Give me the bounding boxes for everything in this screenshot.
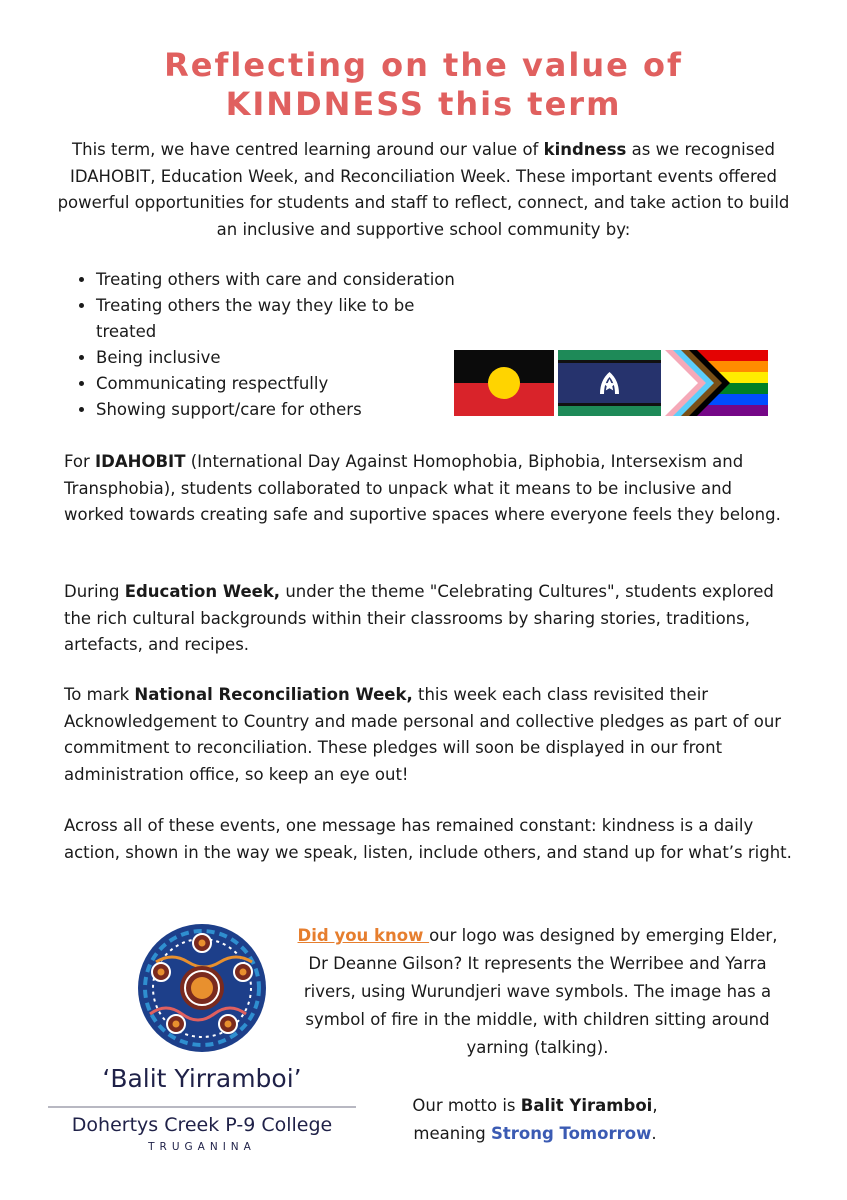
list-item: • Showing support/care for others: [96, 397, 476, 423]
list-item: • Treating others the way they like to be treated: [96, 293, 476, 345]
did-you-know-text: our logo was designed by emerging Elder, Dr Deanne Gilson? It represents the Werribee and Yarra rivers, using Wurundjeri wave symbols. The image has a symbol of fire in the middle, with children sitting around yarning (talking).: [303, 926, 778, 1057]
education-text-end: under the theme "Celebrating Cultures", students explored the rich cultural backgrounds within their classrooms by sharing stories, traditions, artefacts, and recipes.: [64, 582, 774, 654]
idahobit-bold: IDAHOBIT: [95, 452, 186, 471]
idahobit-text-end: (International Day Against Homophobia, Biphobia, Intersexism and Transphobia), students collaborated to unpack what it means to be inclusive and worked towards creating safe and suportive spaces where everyone feels they belong.: [64, 452, 781, 524]
kindness-summary-paragraph: Across all of these events, one message has remained constant: kindness is a daily action, shown in the way we speak, listen, include others, and stand up for what’s right.: [64, 816, 792, 862]
balit-yirramboi-logo-icon: [136, 922, 268, 1054]
torres-strait-islander-flag: [558, 350, 661, 416]
education-bold: Education Week,: [124, 582, 281, 601]
reconciliation-week-paragraph: [64, 682, 794, 788]
idahobit-text-start: For: [64, 452, 96, 471]
logo-name: ‘Balit Yirramboi’: [102, 1064, 302, 1093]
reconciliation-bold: National Reconciliation Week,: [134, 685, 413, 704]
did-you-know-link[interactable]: Did you know: [297, 926, 430, 945]
page-title: [0, 46, 847, 124]
intro-text-end: as we recognised IDAHOBIT, Education Week, and Reconciliation Week. These important events offered powerful opportunities for students and staff to reflect, connect, and take action to build an inclusive and supportive school community by:: [57, 140, 790, 239]
logo-divider: [48, 1106, 356, 1108]
intro-text-start: This term, we have centred learning around our value of: [72, 140, 544, 159]
flags-row: [454, 350, 768, 416]
education-text-start: During: [64, 582, 125, 601]
idahobit-paragraph: [64, 449, 794, 529]
reconciliation-text-start: To mark: [64, 685, 135, 704]
logo-school-name: Dohertys Creek P-9 College: [71, 1114, 333, 1136]
reconciliation-text-end: this week each class revisited their Acknowledgement to Country and made personal and collective pledges as part of our commitment to reconciliation. These pledges will soon be displayed in our front administration office, so keep an eye out!: [64, 685, 782, 784]
intro-bold-kindness: kindness: [543, 140, 627, 159]
list-item: • Communicating respectfully: [96, 371, 476, 397]
education-week-paragraph: [64, 579, 794, 659]
progress-pride-flag: [665, 350, 768, 416]
motto-text-start: Our motto is: [412, 1096, 521, 1115]
title-line-2: KINDNESS this term: [225, 85, 622, 123]
motto-comma: ,: [652, 1096, 658, 1115]
motto-name: Balit Yiramboi: [520, 1096, 653, 1115]
motto-meaning-prefix: meaning: [413, 1124, 491, 1143]
did-you-know-paragraph: [290, 922, 785, 1062]
logo-location: TRUGANINA: [148, 1141, 256, 1153]
kindness-bullet-list: [76, 267, 476, 423]
list-item: • Being inclusive: [96, 345, 476, 371]
list-item: • Treating others with care and consideration: [96, 267, 476, 293]
motto-paragraph: [370, 1092, 700, 1148]
aboriginal-flag: [454, 350, 554, 416]
intro-paragraph: [55, 137, 792, 243]
title-line-1: Reflecting on the value of: [164, 46, 683, 84]
motto-meaning: Strong Tomorrow: [490, 1124, 652, 1143]
motto-period: .: [651, 1124, 657, 1143]
